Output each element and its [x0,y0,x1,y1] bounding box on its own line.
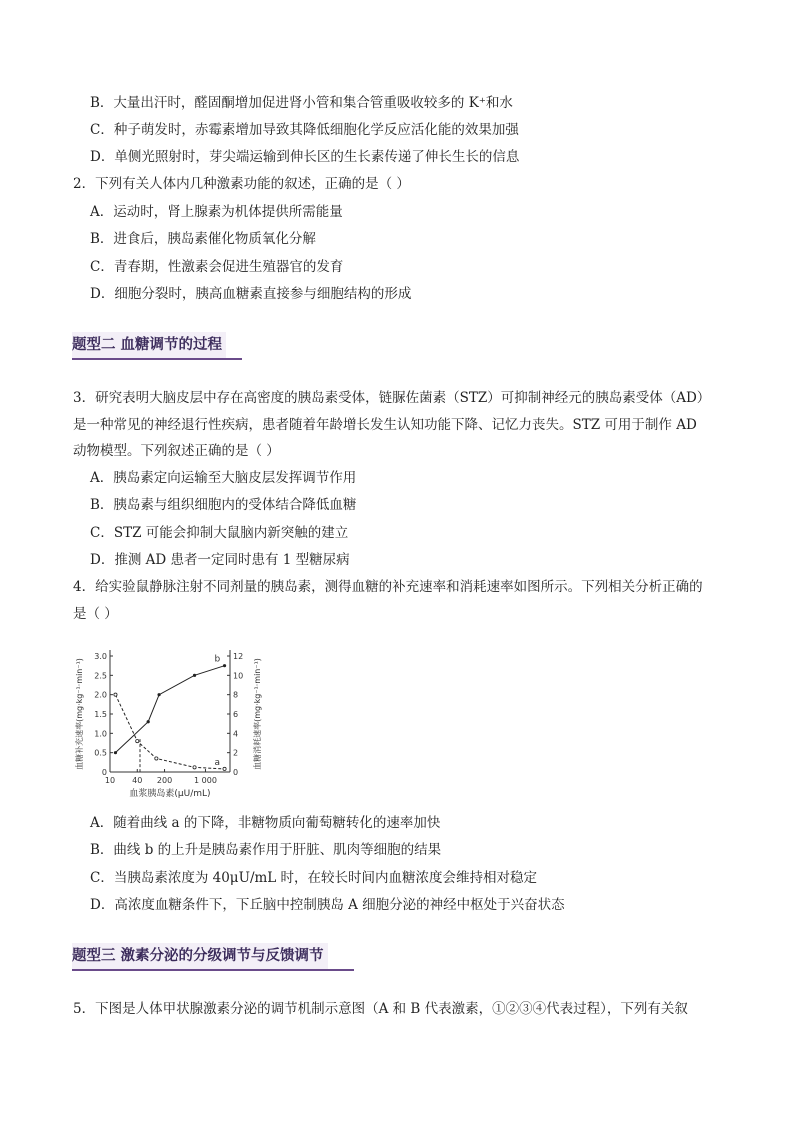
left-y-axis-label: 血糖补充速率(mg·kg⁻¹·min⁻¹) [75,658,84,770]
right-tick-label: 8 [233,690,239,700]
series-a-label: a [214,757,221,768]
left-tick-label: 1.0 [94,729,107,739]
right-tick-label: 4 [233,729,239,739]
section-heading-2-underline [72,358,242,360]
series-b-point [114,751,117,754]
q4-option-b: B．曲线 b 的上升是胰岛素作用于肝脏、肌肉等细胞的结果 [90,842,442,858]
right-y-axis-label: 血糖消耗速率(mg·kg⁻¹·min⁻¹) [253,658,262,770]
left-tick-label: 2.5 [94,671,107,681]
q1-option-b: B．大量出汗时，醛固酮增加促进肾小管和集合管重吸收较多的 K⁺和水 [90,95,513,111]
x-tick-label: 1 000 [194,776,217,785]
q1-option-d: D．单侧光照射时，芽尖端运输到伸长区的生长素传递了伸长生长的信息 [90,149,520,165]
q2-option-a: A．运动时，肾上腺素为机体提供所需能量 [90,204,343,220]
q5-stem-line1: 5．下图是人体甲状腺激素分泌的调节机制示意图（A 和 B 代表激素，①②③④代表过程），下列有关叙 [73,1001,688,1017]
q4-option-d: D．高浓度血糖条件下，下丘脑中控制胰岛 A 细胞分泌的神经中枢处于兴奋状态 [90,897,565,913]
q3-stem-line2: 是一种常见的神经退行性疾病，患者随着年龄增长发生认知功能下降、记忆力丧失。STZ 可用于制作 AD [73,417,697,433]
q2-stem: 2．下列有关人体内几种激素功能的叙述，正确的是（ ） [73,176,410,192]
q3-option-c: C．STZ 可能会抑制大鼠脑内新突触的建立 [90,525,349,541]
q3-option-a: A．胰岛素定向运输至大脑皮层发挥调节作用 [90,470,357,486]
x-tick-label: 200 [156,776,173,785]
right-tick-label: 6 [233,710,239,719]
q4-option-a: A．随着曲线 a 的下降，非糖物质向葡萄糖转化的速率加快 [90,815,441,831]
left-tick-label: 0 [101,768,107,777]
series-b-point [147,720,150,723]
q2-option-b: B．进食后，胰岛素催化物质氧化分解 [90,231,316,247]
series-b-point [223,664,226,667]
section-heading-3: 题型三 激素分泌的分级调节与反馈调节 [72,943,328,969]
series-b-label: b [214,654,221,665]
left-tick-label: 2.0 [94,690,107,700]
q3-option-b: B．胰岛素与组织细胞内的受体结合降低血糖 [90,497,357,513]
section-heading-3-underline [72,969,354,971]
q3-stem-line1: 3．研究表明大脑皮层中存在高密度的胰岛素受体，链脲佐菌素（STZ）可抑制神经元的胰岛素受体（AD） [73,390,711,406]
series-a-line [115,695,224,769]
series-a-point [136,739,139,742]
q3-stem-line3: 动物模型。下列叙述正确的是（ ） [73,443,280,459]
q3-option-d: D．推测 AD 患者一定同时患有 1 型糖尿病 [90,552,350,568]
q4-option-c: C．当胰岛素浓度为 40μU/mL 时，在较长时间内血糖浓度会维持相对稳定 [90,870,538,886]
right-tick-label: 12 [233,652,244,661]
q4-stem-line2: 是（ ） [73,606,118,622]
left-tick-label: 3.0 [94,652,107,661]
q2-option-c: C．青春期，性激素会促进生殖器官的发育 [90,259,344,275]
right-tick-label: 10 [233,671,244,681]
right-tick-label: 2 [233,748,239,758]
left-tick-label: 1.5 [94,710,107,719]
x-tick-label: 40 [132,776,143,785]
q4-stem-line1: 4．给实验鼠静脉注射不同剂量的胰岛素，测得血糖的补充速率和消耗速率如图所示。下列相关分析正确的 [73,579,703,595]
left-tick-label: 0.5 [94,748,107,758]
section-heading-2: 题型二 血糖调节的过程 [72,332,226,358]
series-b-point [157,693,160,696]
x-axis-label: 血浆胰岛素(μU/mL) [129,789,211,799]
insulin-chart [70,634,270,810]
x-tick-label: 10 [104,776,116,785]
series-a-point [155,757,158,760]
series-a-point [114,693,117,696]
q2-option-d: D．细胞分裂时，胰高血糖素直接参与细胞结构的形成 [90,286,412,302]
series-a-point [193,766,196,769]
series-b-point [193,674,196,677]
series-b-line [115,666,224,753]
right-tick-label: 0 [233,768,239,777]
q1-option-c: C．种子萌发时，赤霉素增加导致其降低细胞化学反应活化能的效果加强 [90,122,519,138]
series-a-point [223,767,226,770]
